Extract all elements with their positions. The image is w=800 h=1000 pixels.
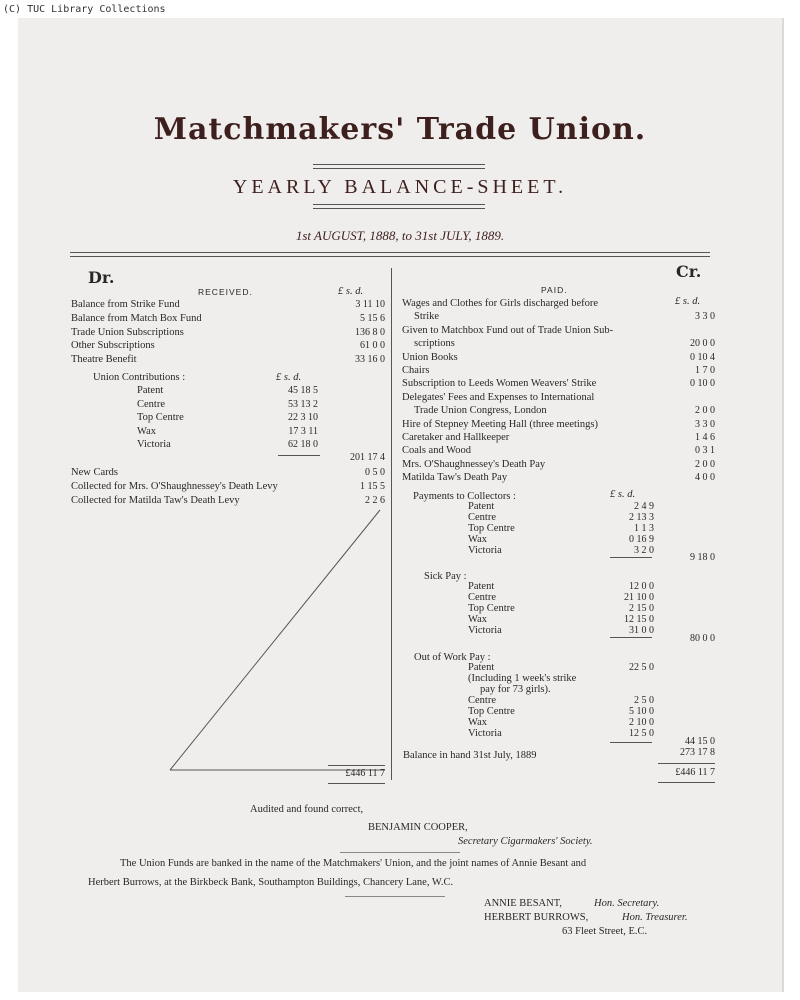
work-item-label: (Including 1 week's strike (468, 673, 577, 684)
bank-note-line1: The Union Funds are banked in the name of the Matchmakers' Union, and the joint names of Annie Besant and (120, 858, 587, 869)
paid-item-amount: 0 10 4 (690, 351, 715, 363)
auditor-name: BENJAMIN COOPER, (368, 822, 468, 833)
signatory-2-title: Hon. Treasurer. (622, 912, 688, 923)
paid-heading: PAID. (541, 285, 568, 295)
paid-item-amount: 20 0 0 (690, 338, 715, 350)
union-contributions-total: 201 17 4 (350, 452, 385, 463)
received-lsd-header: £ s. d. (338, 286, 364, 297)
work-item-label: Victoria (468, 728, 502, 739)
collector-item-amount: 3 2 0 (634, 545, 654, 556)
sick-item-amount: 21 10 0 (624, 592, 654, 603)
audit-note: Audited and found correct, (250, 804, 364, 815)
subtitle: YEARLY BALANCE-SHEET. (232, 176, 568, 198)
paid-item-amount: 3 3 0 (695, 311, 715, 323)
audit-rule (340, 852, 460, 853)
paid-item-label: Hire of Stepney Meeting Hall (three meetings) (402, 418, 598, 430)
work-item-amount: 5 10 0 (629, 706, 654, 717)
work-item-amount: 2 10 0 (629, 717, 654, 728)
auditor-title: Secretary Cigarmakers' Society. (458, 836, 593, 847)
paid-item-amount: 2 0 0 (695, 458, 715, 470)
sick-total: 80 0 0 (690, 633, 715, 644)
dr-label: Dr. (88, 268, 115, 287)
sick-rule (610, 637, 652, 638)
received-item-label: Collected for Mrs. O'Shaughnessey's Death Levy (71, 480, 278, 492)
received-item-label: Balance from Match Box Fund (71, 312, 202, 324)
cr-label: Cr. (676, 262, 702, 281)
paid-item-amount: 0 10 0 (690, 378, 715, 390)
union-item-amount: 45 18 5 (288, 385, 318, 396)
collection-credit: (C) TUC Library Collections (3, 4, 166, 15)
bank-note-line2: Herbert Burrows, at the Birkbeck Bank, Southampton Buildings, Chancery Lane, W.C. (88, 877, 454, 888)
paid-total-rule-top (658, 763, 715, 764)
received-item-amount: 33 16 0 (355, 354, 385, 366)
received-item-amount: 3 11 10 (355, 299, 385, 310)
paid-item-amount: 2 0 0 (695, 405, 715, 417)
received-item-label: Balance from Strike Fund (71, 299, 180, 310)
collectors-label: Payments to Collectors : (413, 491, 516, 502)
collector-item-label: Victoria (468, 545, 502, 556)
paid-total-rule-bottom (658, 782, 715, 783)
union-item-label: Wax (137, 425, 156, 437)
received-item-amount: 61 0 0 (360, 340, 385, 352)
sick-item-label: Wax (468, 614, 487, 625)
paid-item-amount: 3 3 0 (695, 418, 715, 430)
received-item-amount: 136 8 0 (355, 326, 385, 338)
received-total: £446 11 7 (345, 768, 385, 779)
union-item-amount: 17 3 11 (288, 425, 318, 437)
union-lsd-header: £ s. d. (276, 372, 302, 383)
work-item-label: Wax (468, 717, 487, 728)
received-item-label: Theatre Benefit (71, 354, 137, 366)
sick-item-amount: 2 15 0 (629, 603, 654, 614)
collector-item-label: Centre (468, 512, 496, 523)
work-item-label: pay for 73 girls). (480, 684, 551, 695)
sick-item-amount: 12 0 0 (629, 581, 654, 592)
signatory-1-name: ANNIE BESANT, (484, 898, 562, 909)
work-item-label: Patent (468, 662, 495, 673)
union-item-amount: 22 3 10 (288, 412, 318, 423)
union-item-amount: 62 18 0 (288, 439, 318, 450)
balance-amount: 273 17 8 (680, 747, 715, 758)
paid-total: £446 11 7 (675, 767, 715, 778)
received-item-label: Other Subscriptions (71, 340, 155, 352)
sick-item-label: Top Centre (468, 603, 515, 614)
sick-item-amount: 31 0 0 (629, 625, 654, 636)
work-item-amount: 12 5 0 (629, 728, 654, 739)
union-item-amount: 53 13 2 (288, 398, 318, 410)
collectors-rule (610, 557, 652, 558)
sick-item-label: Victoria (468, 625, 502, 636)
collector-item-amount: 2 13 3 (629, 512, 654, 523)
collector-item-amount: 2 4 9 (634, 501, 654, 512)
paid-item-label: Matilda Taw's Death Pay (402, 472, 508, 484)
work-item-amount: 22 5 0 (629, 662, 654, 673)
paid-item-label: Chairs (402, 365, 430, 376)
received-item-amount: 0 5 0 (365, 467, 385, 478)
paid-item-label: Caretaker and Hallkeeper (402, 432, 510, 443)
sick-item-label: Centre (468, 592, 496, 603)
union-contributions-label: Union Contributions : (93, 372, 186, 383)
paid-item-label: Given to Matchbox Fund out of Trade Union Sub- (402, 324, 614, 336)
received-item-label: New Cards (71, 467, 118, 478)
received-heading: RECEIVED. (198, 287, 253, 297)
received-total-rule-top (328, 765, 385, 766)
paid-item-amount: 0 3 1 (695, 445, 715, 457)
received-item-label: Trade Union Subscriptions (71, 326, 184, 338)
out-of-work-label: Out of Work Pay : (414, 652, 491, 663)
balance-label: Balance in hand 31st July, 1889 (403, 750, 537, 761)
collector-item-amount: 0 16 9 (629, 534, 654, 545)
sick-pay-label: Sick Pay : (424, 571, 467, 582)
collector-item-label: Patent (468, 501, 495, 512)
period: 1st AUGUST, 1888, to 31st JULY, 1889. (295, 228, 505, 243)
collector-item-label: Wax (468, 534, 487, 545)
union-item-label: Centre (137, 398, 165, 410)
paid-item-label: Coals and Wood (402, 445, 471, 457)
received-item-amount: 2 2 6 (365, 494, 385, 506)
work-total: 44 15 0 (685, 736, 715, 747)
collectors-lsd-header: £ s. d. (610, 489, 636, 500)
received-item-amount: 1 15 5 (360, 480, 385, 492)
paid-item-label: Mrs. O'Shaughnessey's Death Pay (402, 458, 546, 470)
paid-item-label: Wages and Clothes for Girls discharged before (402, 298, 599, 309)
bank-rule (345, 896, 445, 897)
received-item-amount: 5 15 6 (360, 312, 385, 324)
paid-item-label: Delegates' Fees and Expenses to International (402, 391, 595, 403)
signatory-1-title: Hon. Secretary. (594, 898, 660, 909)
signatory-2-name: HERBERT BURROWS, (484, 912, 589, 923)
collectors-total: 9 18 0 (690, 552, 715, 563)
paid-item-amount: 1 7 0 (695, 365, 715, 376)
work-item-label: Centre (468, 695, 496, 706)
sick-item-amount: 12 15 0 (624, 614, 654, 625)
received-total-rule-bottom (328, 783, 385, 784)
sick-item-label: Patent (468, 581, 495, 592)
union-item-label: Top Centre (137, 412, 184, 423)
union-item-label: Victoria (137, 439, 171, 450)
paid-item-label: Subscription to Leeds Women Weavers' Strike (402, 378, 597, 390)
paid-item-amount: 1 4 6 (695, 432, 715, 443)
work-item-label: Top Centre (468, 706, 515, 717)
collector-item-label: Top Centre (468, 523, 515, 534)
paid-lsd-header: £ s. d. (675, 296, 701, 307)
work-rule (610, 742, 652, 743)
paid-item-amount: 4 0 0 (695, 472, 715, 484)
work-item-amount: 2 5 0 (634, 695, 654, 706)
address: 63 Fleet Street, E.C. (562, 926, 648, 937)
received-item-label: Collected for Matilda Taw's Death Levy (71, 494, 240, 506)
union-item-label: Patent (137, 385, 164, 396)
collector-item-amount: 1 1 3 (634, 523, 654, 534)
document-title: Matchmakers' Trade Union. (153, 112, 647, 147)
paid-item-label: Union Books (402, 351, 458, 363)
paid-item-label: scriptions (414, 338, 455, 350)
paid-item-label: Strike (414, 311, 440, 323)
union-subtotal-rule (278, 455, 320, 456)
paid-item-label: Trade Union Congress, London (414, 405, 547, 417)
